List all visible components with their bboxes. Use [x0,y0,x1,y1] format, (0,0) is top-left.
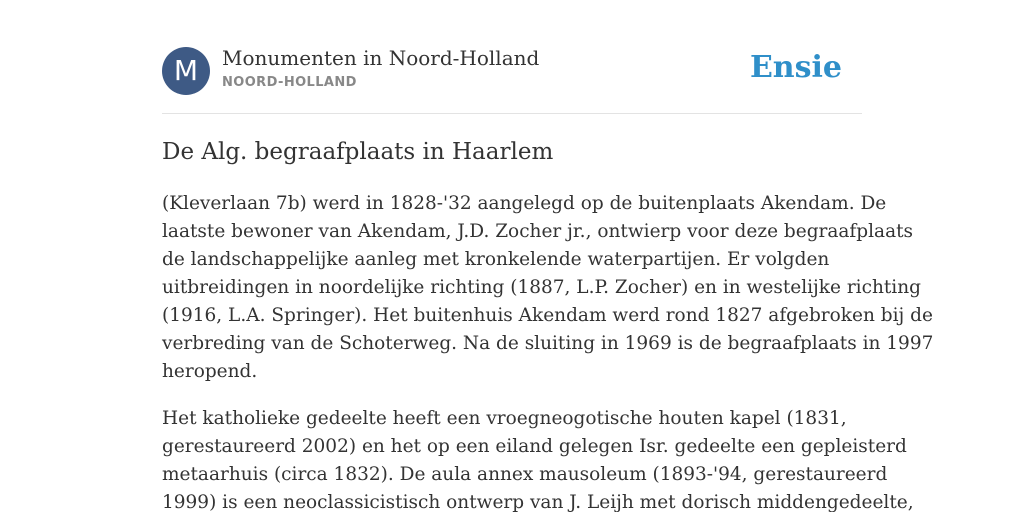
article-title: De Alg. begraafplaats in Haarlem [162,139,554,165]
text-line: (Kleverlaan 7b) werd in 1828-'32 aangelegd op de buitenplaats Akendam. De [162,193,887,214]
text-line: (1916, L.A. Springer). Het buitenhuis Akendam werd rond 1827 afgebroken bij de [162,305,933,326]
paragraph-2 [162,405,914,512]
ensie-logo[interactable]: Ensie [749,50,842,85]
source-region-link[interactable]: NOORD-HOLLAND [222,75,357,90]
text-line: de landschappelijke aanleg met kronkelende waterpartijen. Er volgden [162,249,830,270]
paragraph-1 [162,190,934,386]
header-divider [162,113,862,114]
source-title-link[interactable]: Monumenten in Noord-Holland [222,46,540,70]
text-line: laatste bewoner van Akendam, J.D. Zocher jr., ontwierp voor deze begraafplaats [162,221,914,242]
text-line: metaarhuis (circa 1832). De aula annex mausoleum (1893-'94, gerestaureerd [162,464,888,485]
article-body [162,190,934,512]
text-line: Het katholieke gedeelte heeft een vroegneogotische houten kapel (1831, [162,408,847,429]
source-avatar[interactable]: M [162,47,210,95]
paragraph-gap [162,386,862,405]
text-line: gerestaureerd 2002) en het op een eiland gelegen Isr. gedeelte een gepleisterd [162,436,907,457]
source-header [162,47,862,95]
text-line: verbreding van de Schoterweg. Na de sluiting in 1969 is de begraafplaats in 1997 [162,333,934,354]
text-line: 1999) is een neoclassicistisch ontwerp van J. Leijh met dorisch middengedeelte, [162,492,914,512]
text-line: heropend. [162,361,258,382]
text-line: uitbreidingen in noordelijke richting (1887, L.P. Zocher) en in westelijke richting [162,277,921,298]
